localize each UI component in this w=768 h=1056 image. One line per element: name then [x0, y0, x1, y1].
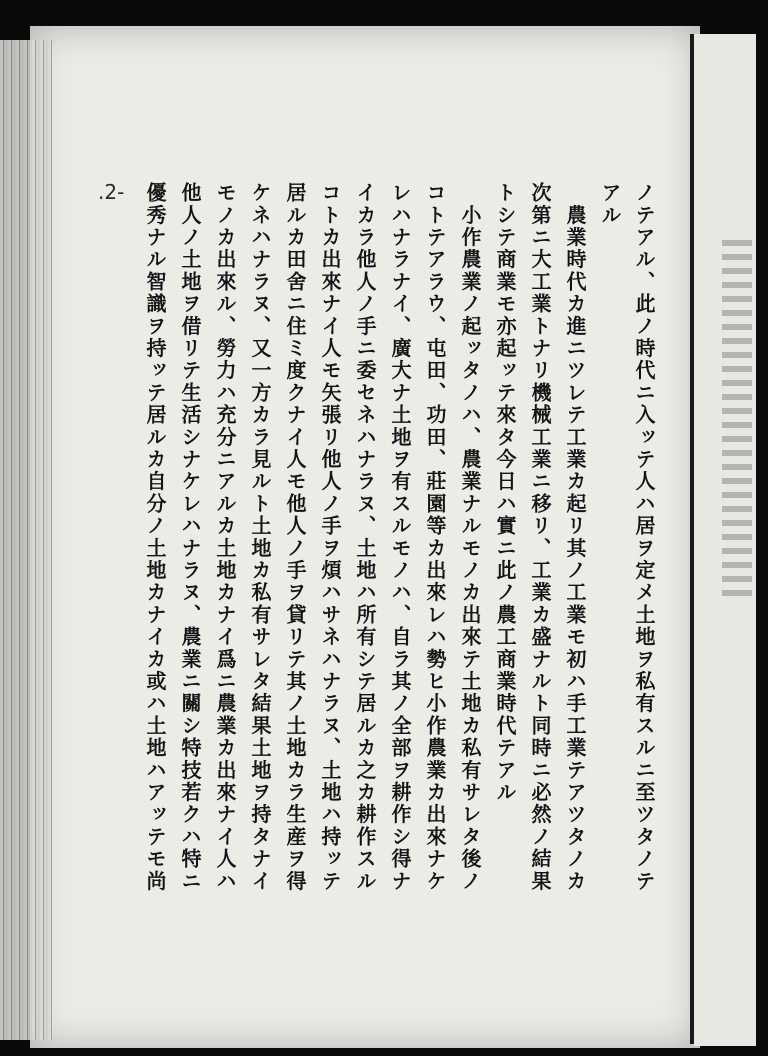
text-column: 居ルカ田舍ニ住ミ度クナイ人モ他人ノ手ヲ貸リテ其ノ土地カラ生産ヲ得: [283, 182, 307, 893]
text-column: アル: [598, 182, 622, 227]
text-column: イカラ他人ノ手ニ委セネハナラヌ、土地ハ所有シテ居ルカ之カ耕作スル: [353, 182, 377, 893]
text-column: 小作農業ノ起ッタノハ、農業ナルモノカ出來テ土地カ私有サレタ後ノ: [458, 182, 482, 893]
text-column: ノテアル、此ノ時代ニ入ッテ人ハ居ヲ定メ土地ヲ私有スルニ至ツタノテ: [632, 182, 656, 893]
text-column: トシテ商業モ亦起ッテ來タ今日ハ實ニ此ノ農工商業時代テアル: [493, 182, 517, 804]
ink-bleed-through: [722, 240, 752, 600]
text-column: モノカ出來ル、勞力ハ充分ニアルカ土地カナイ爲ニ農業カ出來ナイ人ハ: [213, 182, 237, 893]
text-column: 優秀ナル智識ヲ持ッテ居ルカ自分ノ土地カナイカ或ハ土地ハアッテモ尚: [143, 182, 167, 893]
page-edge-stack: [0, 40, 52, 1040]
text-column: ケネハナラヌ、又一方カラ見ルト土地カ私有サレタ結果土地ヲ持タナイ: [248, 182, 272, 893]
text-column: レハナラナイ、廣大ナ土地ヲ有スルモノハ、自ラ其ノ全部ヲ耕作シ得ナ: [388, 182, 412, 893]
text-column: 次第ニ大工業トナリ機械工業ニ移リ、工業カ盛ナルト同時ニ必然ノ結果: [528, 182, 552, 893]
text-column: コトカ出來ナイ人モ矢張リ他人ノ手ヲ煩ハサネハナラヌ、土地ハ持ッテ: [318, 182, 342, 893]
page-number: .2-: [98, 180, 125, 204]
text-column: 農業時代カ進ニツレテ工業カ起リ其ノ工業モ初ハ手工業テアツタノカ: [563, 182, 587, 893]
text-column: 他人ノ土地ヲ借リテ生活シナケレハナラヌ、農業ニ關シ特技若クハ特ニ: [178, 182, 202, 893]
text-column: コトテアラウ、屯田、功田、莊園等カ出來レハ勢ヒ小作農業カ出來ナケ: [423, 182, 447, 893]
